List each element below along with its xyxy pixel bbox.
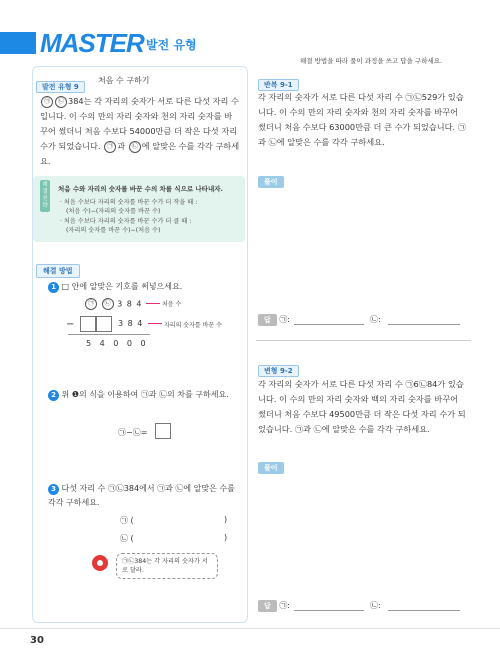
repeat-answer: 답 ㉠: — [258, 314, 290, 325]
calc-row3: 5 4 0 0 0 — [86, 339, 149, 348]
repeat-answer-b-line[interactable] — [388, 324, 460, 325]
variation-answer: 답 ㉠: — [258, 600, 290, 611]
blank-box-2[interactable] — [96, 316, 112, 332]
repeat-answer-b: ㉡: — [370, 315, 381, 324]
variation-answer-b: ㉡: — [370, 601, 381, 610]
step1-number: 1 — [48, 282, 59, 293]
arrow2 — [148, 323, 162, 324]
method-label: 해결 방법 — [36, 258, 80, 277]
variation-answer-b-line[interactable] — [388, 610, 460, 611]
step3-answer-b-close: ) — [224, 533, 228, 542]
calc-row2: 3 8 4 — [118, 319, 144, 328]
annotation-original: 처음 수 — [162, 301, 182, 308]
problem-text: ㉠ ㉡ 384는 각 자리의 숫자가 서로 다른 다섯 자리 수입니다. 이 수의 만의 자리 숫자와 천의 자리 숫자를 바꾸어 썼더니 처음 수보다 54000만큼 더 작은 다섯 자리 수가 되었습니다. ㉠ 과 ㉡ 에 알맞은 수를 각각 구하세요. — [40, 96, 240, 166]
variation-label: 변형 9-2 — [258, 358, 299, 377]
step2-number: 2 — [48, 390, 59, 401]
logo-subtitle: 발전 유형 — [146, 38, 197, 52]
variation-problem: 각 자리의 숫자가 서로 다른 다섯 자리 수 ㉠6㉡84가 있습니다. 이 수의 만의 자리 숫자와 백의 자리 숫자를 바꾸어 썼더니 처음 수보다 49500만큼 더 작은 다섯 자리 수가 되었습니다. ㉠과 ㉡에 알맞은 수를 각각 구하세요. — [258, 379, 466, 434]
footer-line — [0, 628, 500, 629]
variation-solution-label: 풀이 — [258, 455, 284, 474]
page-number: 30 — [30, 635, 44, 646]
hint-title: 처음 수와 자리의 숫자를 바꾼 수의 차를 식으로 나타내자. — [58, 185, 223, 193]
hint-line-4: (자리의 숫자를 바꾼 수)−(처음 수) — [66, 227, 161, 234]
circle-b: ㉡ — [55, 96, 67, 108]
step2: 2 위 ❶의 식을 이용하여 ㉠과 ㉡의 차를 구하세요. — [48, 388, 238, 402]
calc-divider — [68, 334, 150, 335]
repeat-label: 반복 9-1 — [258, 72, 299, 91]
step2-answer-box[interactable] — [155, 423, 171, 439]
arrow1 — [146, 303, 160, 304]
step3-answer-a-close: ) — [224, 515, 228, 524]
hint-line-1: · 처음 수보다 자리의 숫자를 바꾼 수가 더 작을 때 : — [60, 199, 198, 206]
hint-line-2: (처음 수)−(자리의 숫자를 바꾼 수) — [66, 208, 161, 215]
step1: 1 □ 안에 알맞은 기호를 써넣으세요. — [48, 281, 182, 293]
repeat-problem: 각 자리의 숫자가 서로 다른 다섯 자리 수 ㉠㉡529가 있습니다. 이 수의 만의 자리 숫자와 천의 자리 숫자를 바꾸어 썼더니 처음 수보다 63000만큼 더 큰 수가 되었습니다. ㉠과 ㉡에 알맞은 수를 각각 구하세요. — [258, 92, 466, 147]
mascot-icon — [92, 555, 108, 571]
type-label: 발전 유형 9 — [36, 74, 85, 93]
minus-sign: − — [66, 319, 75, 330]
blank-box-1[interactable] — [80, 316, 96, 332]
step3: 3 다섯 자리 수 ㉠㉡384에서 ㉠과 ㉡에 알맞은 수를 각각 구하세요. — [48, 484, 235, 507]
annotation-swapped: 자리의 숫자를 바꾼 수 — [164, 322, 222, 329]
repeat-solution-label: 풀이 — [258, 169, 284, 188]
variation-answer-a-line[interactable] — [294, 610, 364, 611]
step3-answer-b: ㉡ ( — [120, 534, 134, 543]
logo: MASTER — [40, 28, 144, 58]
hint-bubble: ㉠㉡384는 각 자리의 숫자가 서로 달라. — [116, 553, 218, 579]
instruction-text: 해결 방법을 따라 풀이 과정을 쓰고 답을 구하세요. — [300, 57, 443, 65]
hint-label: 해결 전략 — [40, 180, 50, 212]
hint-line-3: · 처음 수보다 자리의 숫자를 바꾼 수가 더 클 때 : — [60, 218, 192, 225]
right-divider — [256, 340, 471, 341]
step2-equation: ㉠−㉡= — [118, 428, 148, 437]
step3-number: 3 — [48, 484, 59, 495]
circle-a: ㉠ — [41, 96, 53, 108]
repeat-answer-a-line[interactable] — [294, 324, 364, 325]
header-bar — [0, 32, 36, 54]
calc-row1: ㉠ ㉡ 3 8 4 — [84, 298, 142, 310]
step3-answer-a: ㉠ ( — [120, 516, 134, 525]
type-title: 처음 수 구하기 — [98, 76, 150, 85]
